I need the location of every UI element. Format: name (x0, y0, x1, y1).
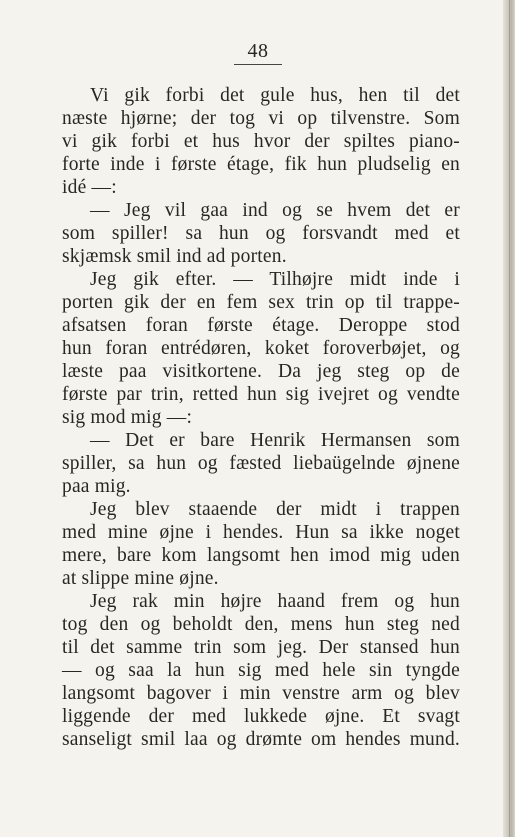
text-line: at slippe mine øjne. (62, 568, 219, 589)
text-line: paa mig. (62, 476, 131, 497)
text-line: mere, bare kom langsomt hen imod mig uden (62, 545, 460, 566)
text-line: som spiller! sa hun og forsvandt med et (62, 223, 460, 244)
text-line: Jeg gik efter. — Tilhøjre midt inde i (90, 269, 460, 290)
text-line: sig mod mig —: (62, 407, 193, 428)
text-line: til det samme trin som jeg. Der stansed hun (62, 637, 460, 658)
text-line: — Det er bare Henrik Hermansen som (90, 430, 460, 451)
text-line: spiller, sa hun og fæsted liebaügelnde øjnene (62, 453, 460, 474)
text-line: næste hjørne; der tog vi op tilvenstre. Som (62, 108, 460, 129)
text-line: — Jeg vil gaa ind og se hvem det er (90, 200, 460, 221)
text-line: skjæmsk smil ind ad porten. (62, 246, 287, 267)
text-line: afsatsen foran første étage. Deroppe stod (62, 315, 460, 336)
text-line: Jeg blev staaende der midt i trappen (90, 499, 460, 520)
text-line: læste paa visitkortene. Da jeg steg op de (62, 361, 460, 382)
text-line: idé —: (62, 177, 117, 198)
text-line: Jeg rak min højre haand frem og hun (90, 591, 460, 612)
text-line: liggende der med lukkede øjne. Et svagt (62, 706, 460, 727)
text-line: hun foran entrédøren, koket foroverbøjet, og (62, 338, 460, 359)
page-number: 48 (247, 40, 269, 62)
text-line: porten gik der en fem sex trin op til trappe- (62, 292, 460, 313)
text-line: første par trin, retted hun sig ivejret og vendte (62, 384, 460, 405)
text-line: tog den og beholdt den, mens hun steg ned (62, 614, 460, 635)
text-line: forte inde i første étage, fik hun pludselig en (62, 154, 460, 175)
text-line: Vi gik forbi det gule hus, hen til det (90, 85, 460, 106)
text-line: med mine øjne i hendes. Hun sa ikke noget (62, 522, 460, 543)
text-line: langsomt bagover i min venstre arm og blev (62, 683, 460, 704)
body-text (62, 84, 460, 751)
text-line: vi gik forbi et hus hvor der spiltes piano- (62, 131, 460, 152)
book-spine-line (509, 0, 510, 837)
text-line: sanseligt smil laa og drømte om hendes mund. (62, 729, 460, 750)
page-number-underline (234, 64, 282, 65)
text-line: — og saa la hun sig med hele sin tyngde (62, 660, 460, 681)
